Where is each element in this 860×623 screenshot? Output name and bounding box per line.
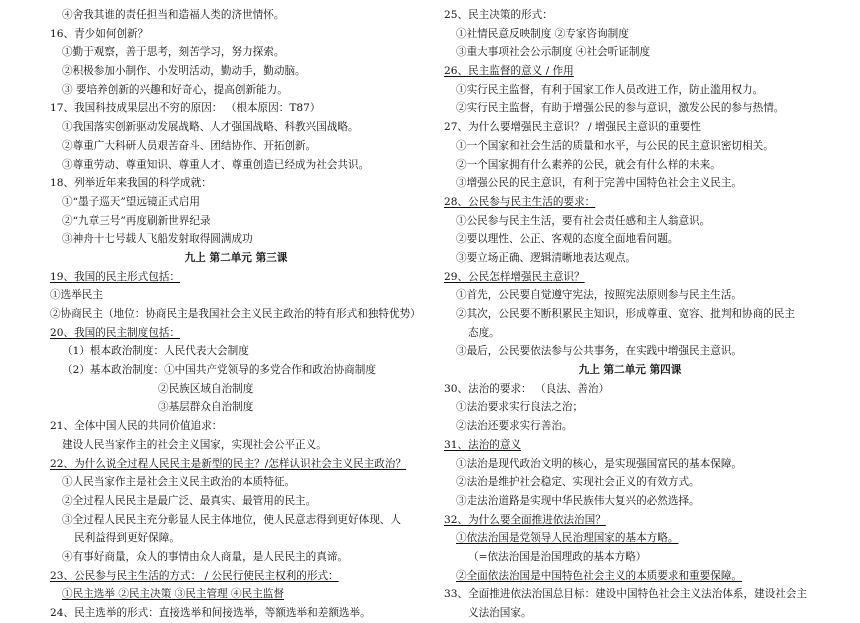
text-line: ③走法治道路是实现中华民族伟大复兴的必然选择。 (456, 494, 700, 507)
text-line: ①选举民主 (50, 289, 103, 302)
text-line: ③最后，公民要依法参与公共事务，在实践中增强民主意识。 (456, 345, 743, 358)
text-line: 19、我国的民主形式包括： (50, 270, 181, 283)
text-line: ④有事好商量，众人的事情由众人商量，是人民民主的真谛。 (62, 550, 349, 563)
text-line: 17、我国科技成果层出不穷的原因： （根本原因：T87） (50, 102, 321, 115)
text-line: ②积极参加小制作、小发明活动，勤动手，勤动脑。 (62, 65, 306, 78)
text-line: 27、为什么要增强民主意识？ / 增强民主意识的重要性 (444, 121, 701, 134)
text-line: 20、我国的民主制度包括： (50, 326, 181, 339)
text-line: ②其次，公民要不断积累民主知识，形成尊重、宽容、批判和协商的民主 (456, 308, 795, 320)
text-line: ③要立场正确、逻辑清晰地表达观点。 (456, 251, 637, 264)
text-line: ①我国落实创新驱动发展战略、人才强国战略、科教兴国战略。 (62, 121, 359, 134)
text-line: 21、全体中国人民的共同价值追求： (50, 420, 223, 433)
text-line: ①勤于观察，善于思考，刻苦学习，努力探索。 (62, 46, 285, 59)
text-line: 22、为什么说全过程人民民主是新型的民主？/怎样认识社会主义民主政治？ (50, 457, 407, 470)
text-line: 24、民主选举的形式：直接选举和间接选举，等额选举和差额选举。 (50, 607, 371, 619)
text-line: 16、青少如何创新？ (50, 27, 149, 40)
text-line: ②实行民主监督，有助于增强公民的参与意识，激发公民的参与热情。 (456, 102, 785, 115)
text-line: ①民主选举 ②民主决策 ③民主管理 ④民主监督 (62, 588, 284, 601)
text-line: ①首先，公民要自觉遵守宪法，按照宪法原则参与民主生活。 (456, 289, 743, 302)
text-line: ③神舟十七号载人飞船发射取得圆满成功 (62, 233, 253, 246)
text-line: ①“墨子巡天”望远镜正式启用 (62, 195, 200, 208)
text-line: 26、民主监督的意义 / 作用 (444, 65, 574, 78)
text-line: ①一个国家和社会生活的质量和水平，与公民的民主意识密切相关。 (456, 139, 774, 152)
left-column (50, 6, 422, 623)
text-line: ①法治是现代政治文明的核心，是实现强国富民的基本保障。 (456, 457, 743, 470)
text-line: ③基层群众自治制度 (158, 401, 254, 414)
text-line: ②要以理性、公正、客观的态度全面地看问题。 (456, 233, 679, 246)
text-line: ①公民参与民主生活，要有社会责任感和主人翁意识。 (456, 214, 711, 227)
section-heading: 九上 第二单元 第四课 (578, 364, 682, 377)
text-line: ②全面依法治国是中国特色社会主义的本质要求和重要保障。 (456, 569, 743, 582)
text-line: ②民族区域自治制度 (158, 382, 254, 395)
text-line: 民利益得到更好保障。 (74, 532, 180, 545)
text-line: ②法治是维护社会稳定、实现社会正义的有效方式。 (456, 476, 700, 489)
text-line: 义法治国家。 (468, 607, 532, 619)
text-line: ③尊重劳动、尊重知识、尊重人才、尊重创造已经成为社会共识。 (62, 158, 370, 171)
text-line: ①法治要求实行良法之治； (456, 401, 584, 414)
text-line: 32、为什么要全面推进依法治国？ (444, 513, 606, 526)
text-line: ③ 要培养创新的兴趣和好奇心，提高创新能力。 (62, 83, 288, 96)
text-line: 33、全面推进依法治国总目标：建设中国特色社会主义法治体系，建设社会主 (444, 588, 808, 601)
text-line: 28、公民参与民主生活的要求： (444, 195, 596, 208)
text-line: （1）根本政治制度：人民代表大会制度 (62, 345, 249, 358)
text-line: 23、公民参与民主生活的方式： / 公民行使民主权利的形式： (50, 569, 339, 582)
text-line: ②法治还要求实行善治。 (456, 420, 573, 433)
text-line: ①人民当家作主是社会主义民主政治的本质特征。 (62, 476, 296, 489)
text-line: 建设人民当家作主的社会主义国家，实现社会公平正义。 (62, 438, 327, 451)
text-line: ④舍我其谁的责任担当和造福人类的济世情怀。 (62, 9, 285, 21)
text-line: 31、法治的意义 (444, 438, 522, 451)
text-line: ③增强公民的民主意识，有利于完善中国特色社会主义民主。 (456, 177, 743, 190)
text-line: ③重大事项社会公示制度 ④社会听证制度 (456, 46, 651, 59)
text-line: ③全过程人民民主充分彰显人民主体地位，使人民意志得到更好体现、人 (62, 513, 401, 526)
right-column (444, 6, 816, 623)
text-line: ①实行民主监督，有利于国家工作人员改进工作，防止滥用权力。 (456, 83, 764, 96)
text-line: ②尊重广大科研人员艰苦奋斗、团结协作、开拓创新。 (62, 139, 317, 152)
text-line: ②协商民主（地位：协商民主是我国社会主义民主政治的特有形式和独特优势） (50, 308, 421, 320)
text-line: ②“九章三号”再度刷新世界纪录 (62, 214, 211, 227)
text-line: 18、列举近年来我国的科学成就： (50, 177, 212, 190)
text-line: 30、法治的要求： （良法、善治） (444, 382, 610, 395)
text-line: ①社情民意反映制度 ②专家咨询制度 (456, 27, 629, 40)
text-line: （2）基本政治制度：①中国共产党领导的多党合作和政治协商制度 (62, 364, 376, 377)
text-line: （=依法治国是治国理政的基本方略） (468, 550, 647, 563)
text-line: ②全过程人民民主是最广泛、最真实、最管用的民主。 (62, 494, 317, 507)
text-line: ①依法治国是党领导人民治理国家的基本方略。 (456, 532, 679, 545)
text-line: 态度。 (468, 326, 500, 339)
section-heading: 九上 第二单元 第三课 (184, 251, 288, 264)
text-line: 29、公民怎样增强民主意识？ (444, 270, 585, 283)
text-line: ②一个国家拥有什么素养的公民，就会有什么样的未来。 (456, 158, 721, 171)
text-line: 25、民主决策的形式： (444, 9, 553, 21)
